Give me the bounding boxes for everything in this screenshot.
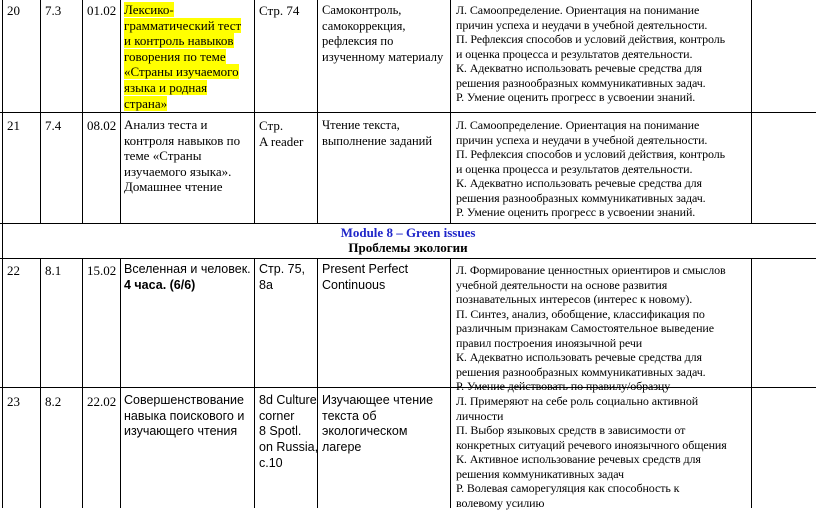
row-22-activity: Present Perfect Continuous (322, 262, 409, 292)
module-title: Module 8 – Green issues (340, 225, 476, 240)
col-border-4-b (254, 258, 255, 508)
col-border-1-b (40, 258, 41, 508)
row-21-topic: Анализ теста и контроля навыков по теме «Страны изучаемого языка». Домашнее чтение (124, 117, 241, 195)
row-22-topic-hours: 4 часа. (6/6) (124, 277, 196, 292)
col-border-right-b (751, 258, 752, 508)
row-20-activity: Самоконтроль, самокоррекция, рефлексия по изученному материалу (322, 3, 444, 64)
row-23-date: 22.02 (87, 394, 117, 409)
row-20-number: 20 (7, 3, 20, 18)
row-20-code: 7.3 (45, 3, 62, 18)
row-23-competencies: Л. Примеряют на себе роль социально активной личности П. Выбор языковых средств в зависимости от конкретных ситуаций речевого иноязычного общения К. Активное использование речевых средств для решения коммуникативных задач Р. Волевая саморегуляция как способность к волевому усилию (456, 394, 727, 510)
col-border-3-b (120, 258, 121, 508)
row-22-page-ref: Стр. 75, 8a (259, 262, 306, 292)
row-21-date: 08.02 (87, 118, 117, 133)
row-22-code: 8.1 (45, 263, 62, 278)
row-20-topic: Лексико- грамматический тест и контроль навыков говорения по теме «Страны изучаемого языка и родная страна» (124, 2, 242, 111)
row-21-activity: Чтение текста, выполнение заданий (322, 118, 433, 148)
row-23-topic: Совершенствование навыка поискового и изучающего чтения (124, 393, 245, 439)
row-20-page-ref: Стр. 74 (259, 3, 300, 18)
col-border-left-b (2, 258, 3, 508)
row-20-competencies: Л. Самоопределение. Ориентация на понимание причин успеха и неудачи в учебной деятельности. П. Рефлексия способов и условий действия, контроль и оценка процесса и результатов деятельности. К. Адекватно использовать речевые средства для решения разнообразных коммуникативных задач. Р. Умение оценить прогресс в усвоении знаний. (456, 3, 726, 104)
col-border-2-b (82, 258, 83, 508)
col-border-6-b (450, 258, 451, 508)
row-22-number: 22 (7, 263, 20, 278)
row-23-activity: Изучающее чтение текста об экологическом лагере (322, 393, 434, 455)
row-21-competencies: Л. Самоопределение. Ориентация на понимание причин успеха и неудачи в учебной деятельности. П. Рефлексия способов и условий действия, контроль и оценка процесса и результатов деятельности. К. Адекватно использовать речевые средства для решения разнообразных коммуникативных задач. Р. Умение оценить прогресс в усвоении знаний. (456, 118, 726, 219)
row-border-3 (0, 258, 816, 259)
row-22-topic: Вселенная и человек. 4 часа. (6/6) (124, 262, 254, 293)
module-subtitle: Проблемы экологии (348, 240, 468, 255)
row-border-2 (0, 223, 816, 224)
row-23-number: 23 (7, 394, 20, 409)
row-21-code: 7.4 (45, 118, 62, 133)
row-21-page-ref: Стр. A reader (259, 118, 304, 149)
row-20-date: 01.02 (87, 3, 117, 18)
row-23-page-ref: 8d Culture corner 8 Spotl. on Russia, c.10 (259, 393, 319, 470)
row-22-date: 15.02 (87, 263, 117, 278)
row-21-number: 21 (7, 118, 20, 133)
row-22-competencies: Л. Формирование ценностных ориентиров и смыслов учебной деятельности на основе развития познавательных интересов (интерес к новому). П. Синтез, анализ, обобщение, классификация по различным признакам Самостоятельное выведение правил построения иноязычной речи К. Адекватно использовать речевые средства для решения разнообразных коммуникативных задач. Р. Умение действовать по правилу/образцу (456, 263, 726, 393)
row-border-1 (0, 112, 816, 113)
row-23-code: 8.2 (45, 394, 62, 409)
